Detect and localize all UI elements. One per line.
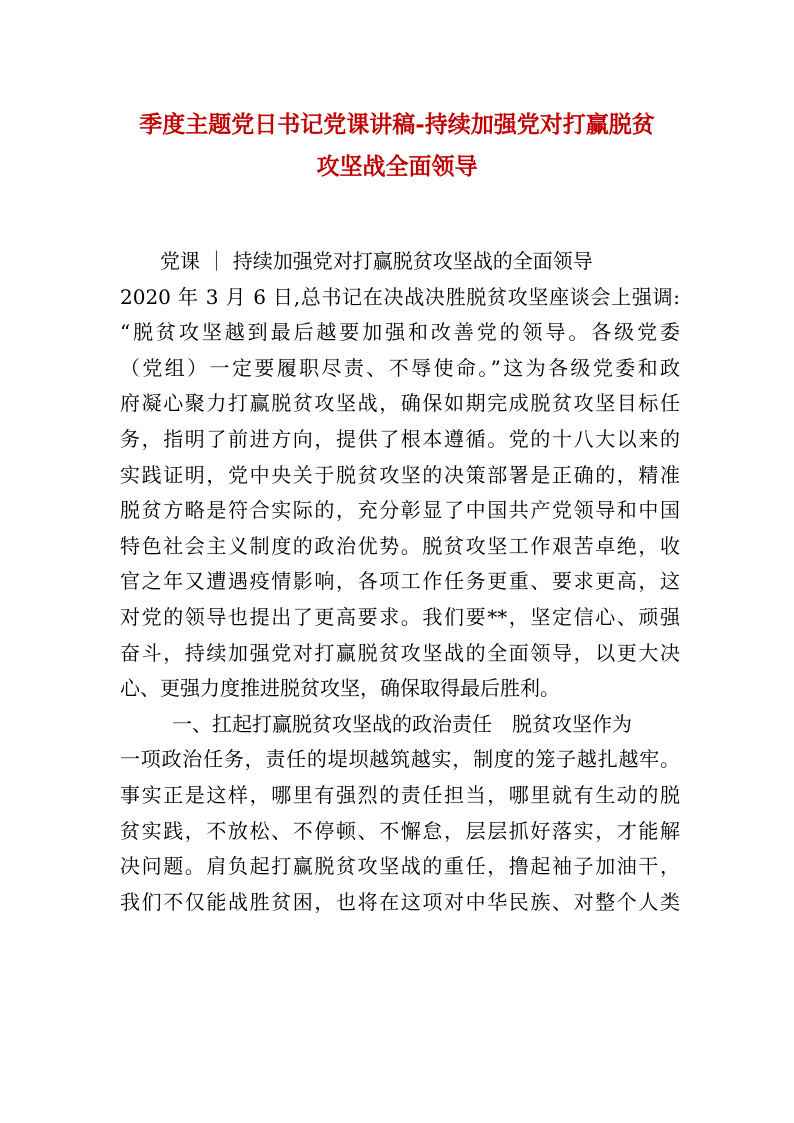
document-title bbox=[100, 104, 694, 188]
text-line: 官之年又遭遇疫情影响，各项工作任务更重、要求更高，这 bbox=[120, 569, 680, 594]
text-line: 贫实践，不放松、不停顿、不懈怠，层层抓好落实，才能解 bbox=[120, 818, 680, 843]
document-body bbox=[120, 244, 680, 920]
text-line: 特色社会主义制度的政治优势。脱贫攻坚工作艰苦卓绝，收 bbox=[120, 533, 680, 558]
text-line: 心、更强力度推进脱贫攻坚，确保取得最后胜利。 bbox=[120, 676, 560, 701]
text-line: （党组）一定要履职尽责、不辱使命。”这为各级党委和政 bbox=[120, 355, 680, 380]
title-line-1: 季度主题党日书记党课讲稿-持续加强党对打赢脱贫 bbox=[139, 111, 655, 138]
text-line: 奋斗，持续加强党对打赢脱贫攻坚战的全面领导，以更大决 bbox=[120, 640, 680, 665]
text-line: 脱贫方略是符合实际的，充分彰显了中国共产党领导和中国 bbox=[120, 498, 680, 523]
text-line: 对党的领导也提出了更高要求。我们要**，坚定信心、顽强 bbox=[120, 604, 680, 629]
text-line: 实践证明，党中央关于脱贫攻坚的决策部署是正确的，精准 bbox=[120, 462, 680, 487]
paragraph-section-1 bbox=[120, 707, 680, 921]
text-line: 我们不仅能战胜贫困，也将在这项对中华民族、对整个人类 bbox=[120, 889, 680, 914]
text-line: 府凝心聚力打赢脱贫攻坚战，确保如期完成脱贫攻坚目标任 bbox=[120, 391, 680, 416]
text-line: 决问题。肩负起打赢脱贫攻坚战的重任，撸起袖子加油干， bbox=[120, 854, 680, 879]
section-heading-line: 一、扛起打赢脱贫攻坚战的政治责任 脱贫攻坚作为 bbox=[172, 711, 632, 736]
text-line: 一项政治任务，责任的堤坝越筑越实，制度的笼子越扎越牢。 bbox=[120, 747, 680, 772]
title-line-2: 攻坚战全面领导 bbox=[316, 153, 478, 180]
text-line: 务，指明了前进方向，提供了根本遵循。党的十八大以来的 bbox=[120, 426, 680, 451]
paragraph-intro bbox=[120, 244, 680, 707]
text-line: “脱贫攻坚越到最后越要加强和改善党的领导。各级党委 bbox=[120, 320, 680, 345]
text-line: 党课 ｜ 持续加强党对打赢脱贫攻坚战的全面领导 bbox=[160, 249, 593, 273]
text-line: 2020 年 3 月 6 日,总书记在决战决胜脱贫攻坚座谈会上强调: bbox=[120, 284, 680, 309]
text-line: 事实正是这样，哪里有强烈的责任担当，哪里就有生动的脱 bbox=[120, 782, 680, 807]
